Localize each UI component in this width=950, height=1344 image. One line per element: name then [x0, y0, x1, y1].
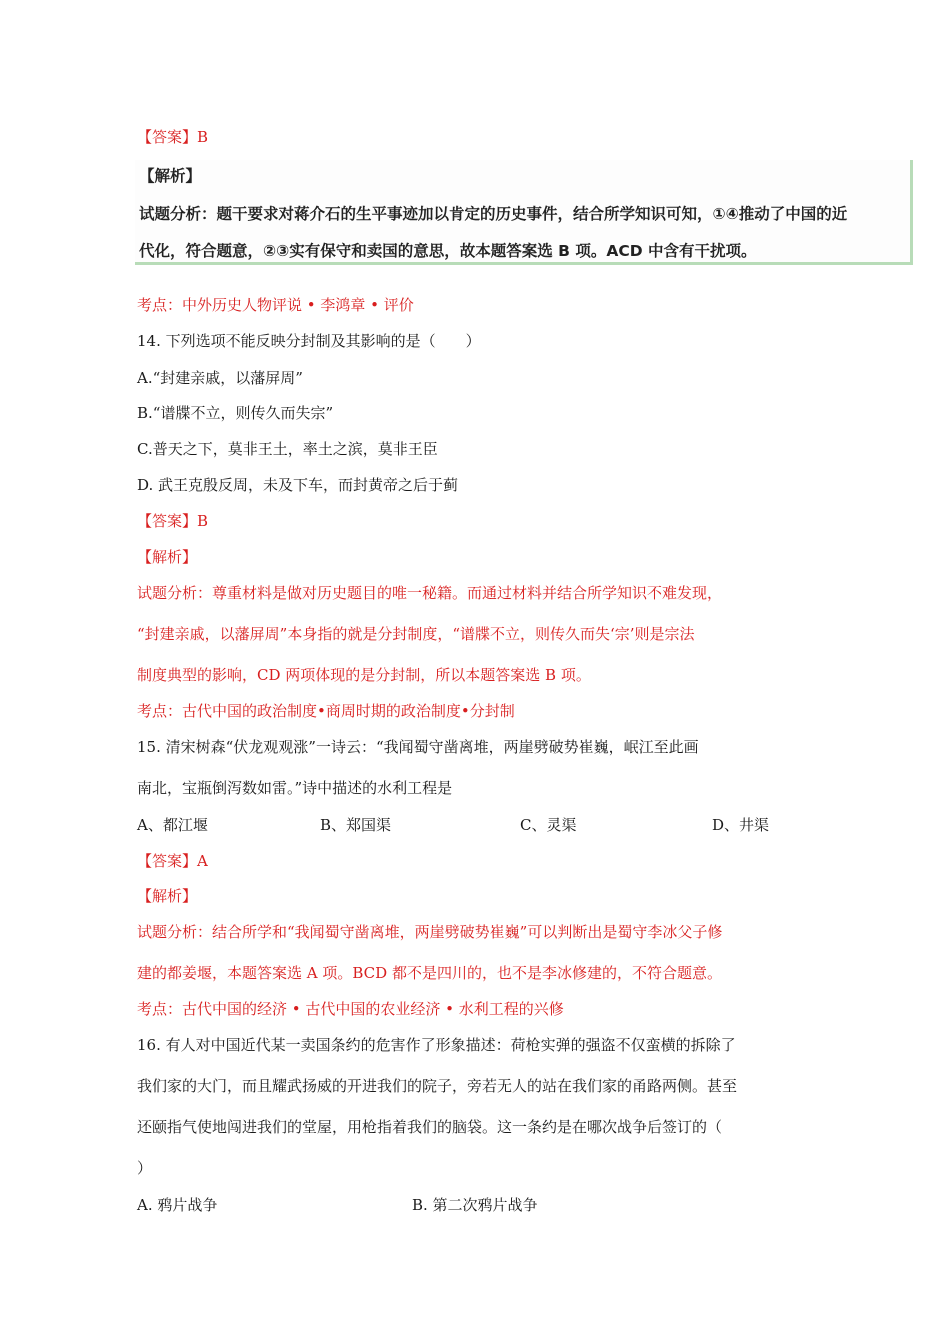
- q13-analysis-scan: [135, 160, 913, 265]
- q14-option-d: D. 武王克殷反周，未及下车，而封黄帝之后于蓟: [137, 476, 459, 494]
- q14-option-c: C.普天之下，莫非王土，率土之滨，莫非王臣: [137, 440, 438, 458]
- q15-option-a: A、都江堰: [137, 816, 208, 834]
- q15-option-b: B、郑国渠: [320, 816, 392, 834]
- q13-scan-title: 【解析】: [139, 167, 202, 185]
- q15-stem-line2: 南北，宝瓶倒泻数如雷。”诗中描述的水利工程是: [137, 779, 453, 797]
- q13-scan-line1: 试题分析：题干要求对蒋介石的生平事迹加以肯定的历史事件，结合所学知识可知，①④推动了中国的近: [139, 205, 848, 223]
- q13-kaodian: 考点：中外历史人物评说 • 李鸿章 • 评价: [137, 296, 414, 314]
- q14-answer: 【答案】B: [137, 512, 209, 530]
- q15-kaodian: 考点：古代中国的经济 • 古代中国的农业经济 • 水利工程的兴修: [137, 1000, 564, 1018]
- q14-analysis-line2: “封建亲戚，以藩屏周”本身指的就是分封制度，“谱牒不立，则传久而失‘宗’则是宗法: [137, 625, 695, 643]
- q15-answer: 【答案】A: [137, 852, 208, 870]
- q14-analysis-line1: 试题分析：尊重材料是做对历史题目的唯一秘籍。而通过材料并结合所学知识不难发现，: [137, 584, 723, 602]
- q15-analysis-line2: 建的都姜堰，本题答案选 A 项。BCD 都不是四川的，也不是李冰修建的，不符合题意。: [137, 964, 722, 982]
- q15-option-c: C、灵渠: [520, 816, 577, 834]
- q13-scan-line2: 代化，符合题意，②③实有保守和卖国的意思，故本题答案选 B 项。ACD 中含有干扰项。: [139, 242, 757, 260]
- q16-stem-line1: 16. 有人对中国近代某一卖国条约的危害作了形象描述：荷枪实弹的强盗不仅蛮横的拆除了: [137, 1036, 736, 1054]
- q14-option-b: B.“谱牒不立，则传久而失宗”: [137, 404, 334, 422]
- q15-option-d: D、井渠: [712, 816, 770, 834]
- q15-jiexi: 【解析】: [137, 887, 198, 905]
- q14-kaodian: 考点：古代中国的政治制度•商周时期的政治制度•分封制: [137, 702, 515, 720]
- q14-analysis-line3: 制度典型的影响，CD 两项体现的是分封制，所以本题答案选 B 项。: [137, 666, 591, 684]
- q13-answer: 【答案】B: [137, 128, 209, 146]
- q16-stem-line3: 还颐指气使地闯进我们的堂屋，用枪指着我们的脑袋。这一条约是在哪次战争后签订的（: [137, 1118, 723, 1136]
- q14-option-a: A.“封建亲戚，以藩屏周”: [137, 369, 303, 387]
- q16-stem-line4: ）: [137, 1159, 153, 1177]
- q16-option-a: A. 鸦片战争: [137, 1196, 218, 1214]
- q16-option-b: B. 第二次鸦片战争: [412, 1196, 538, 1214]
- q14-jiexi: 【解析】: [137, 548, 198, 566]
- q15-analysis-line1: 试题分析：结合所学和“我闻蜀守凿离堆，两崖劈破势崔巍”可以判断出是蜀守李冰父子修: [137, 923, 723, 941]
- q14-stem: 14. 下列选项不能反映分封制及其影响的是（ ）: [137, 332, 481, 350]
- q16-stem-line2: 我们家的大门，而且耀武扬威的开进我们的院子，旁若无人的站在我们家的甬路两侧。甚至: [137, 1077, 738, 1095]
- q15-stem-line1: 15. 清宋树森“伏龙观观涨”一诗云：“我闻蜀守凿离堆，两崖劈破势崔巍，岷江至此画: [137, 738, 699, 756]
